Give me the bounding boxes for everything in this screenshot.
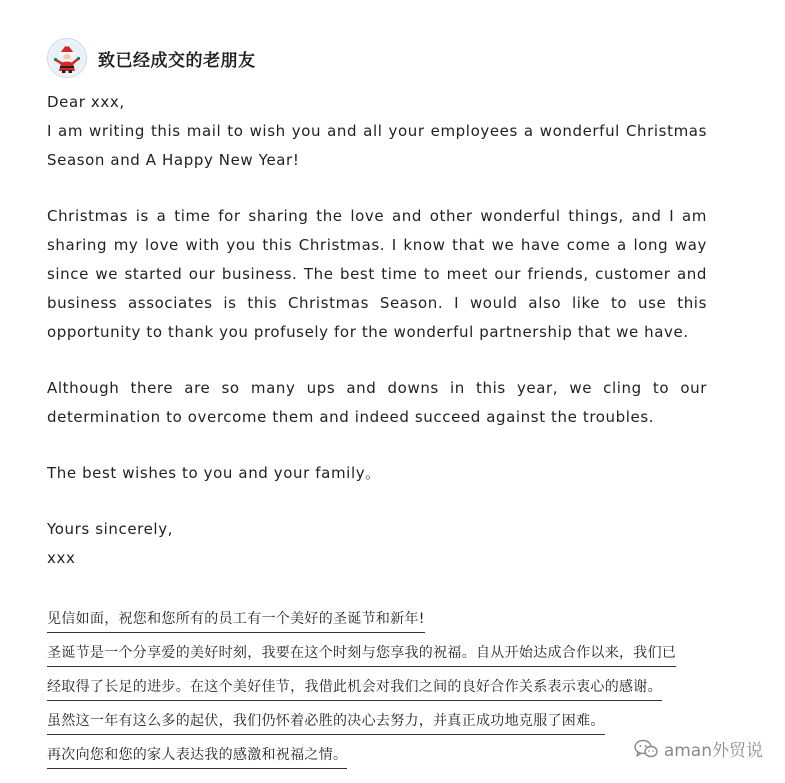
translation-line: 经取得了长足的进步。在这个美好佳节，我借此机会对我们之间的良好合作关系表示衷心的感谢。 (47, 675, 662, 701)
post-title: 致已经成交的老朋友 (98, 50, 256, 71)
translation-line: 圣诞节是一个分享爱的美好时刻，我要在这个时刻与您享我的祝福。自从开始达成合作以来，我们已 (47, 641, 676, 667)
letter-line: determination to overcome them and indeed succeed against the troubles. (47, 408, 655, 426)
letter-line: Christmas is a time for sharing the love and other wonderful things, and I am (47, 207, 707, 225)
letter-greeting: Dear xxx, (47, 93, 125, 111)
letter-line: opportunity to thank you profusely for the wonderful partnership that we have. (47, 323, 689, 341)
wechat-icon (634, 739, 658, 759)
letter-line: Season and A Happy New Year! (47, 151, 300, 169)
letter-line: business associates is this Christmas Season. I would also like to use this (47, 294, 707, 312)
letter-line: I am writing this mail to wish you and all your employees a wonderful Christmas (47, 122, 707, 140)
watermark-text: aman外贸说 (663, 741, 763, 761)
letter-line: since we started our business. The best time to meet our friends, customer and (47, 265, 707, 283)
letter-signature: xxx (47, 549, 76, 567)
letter-line: Although there are so many ups and downs in this year, we cling to our (47, 379, 707, 397)
watermark (634, 736, 763, 761)
translation-line: 见信如面，祝您和您所有的员工有一个美好的圣诞节和新年! (47, 607, 425, 633)
translation-line: 再次向您和您的家人表达我的感激和祝福之情。 (47, 743, 347, 769)
letter-line: sharing my love with you this Christmas. I know that we have come a long way (47, 236, 707, 254)
letter-body (47, 88, 707, 573)
letter-line: The best wishes to you and your family。 (47, 464, 381, 482)
chinese-translation (47, 607, 676, 777)
santa-claus-icon (50, 41, 84, 75)
translation-line: 虽然这一年有这么多的起伏，我们仍怀着必胜的决心去努力，并真正成功地克服了困难。 (47, 709, 605, 735)
post-header (47, 38, 256, 78)
letter-closing: Yours sincerely, (47, 520, 174, 538)
avatar[interactable] (47, 38, 87, 78)
